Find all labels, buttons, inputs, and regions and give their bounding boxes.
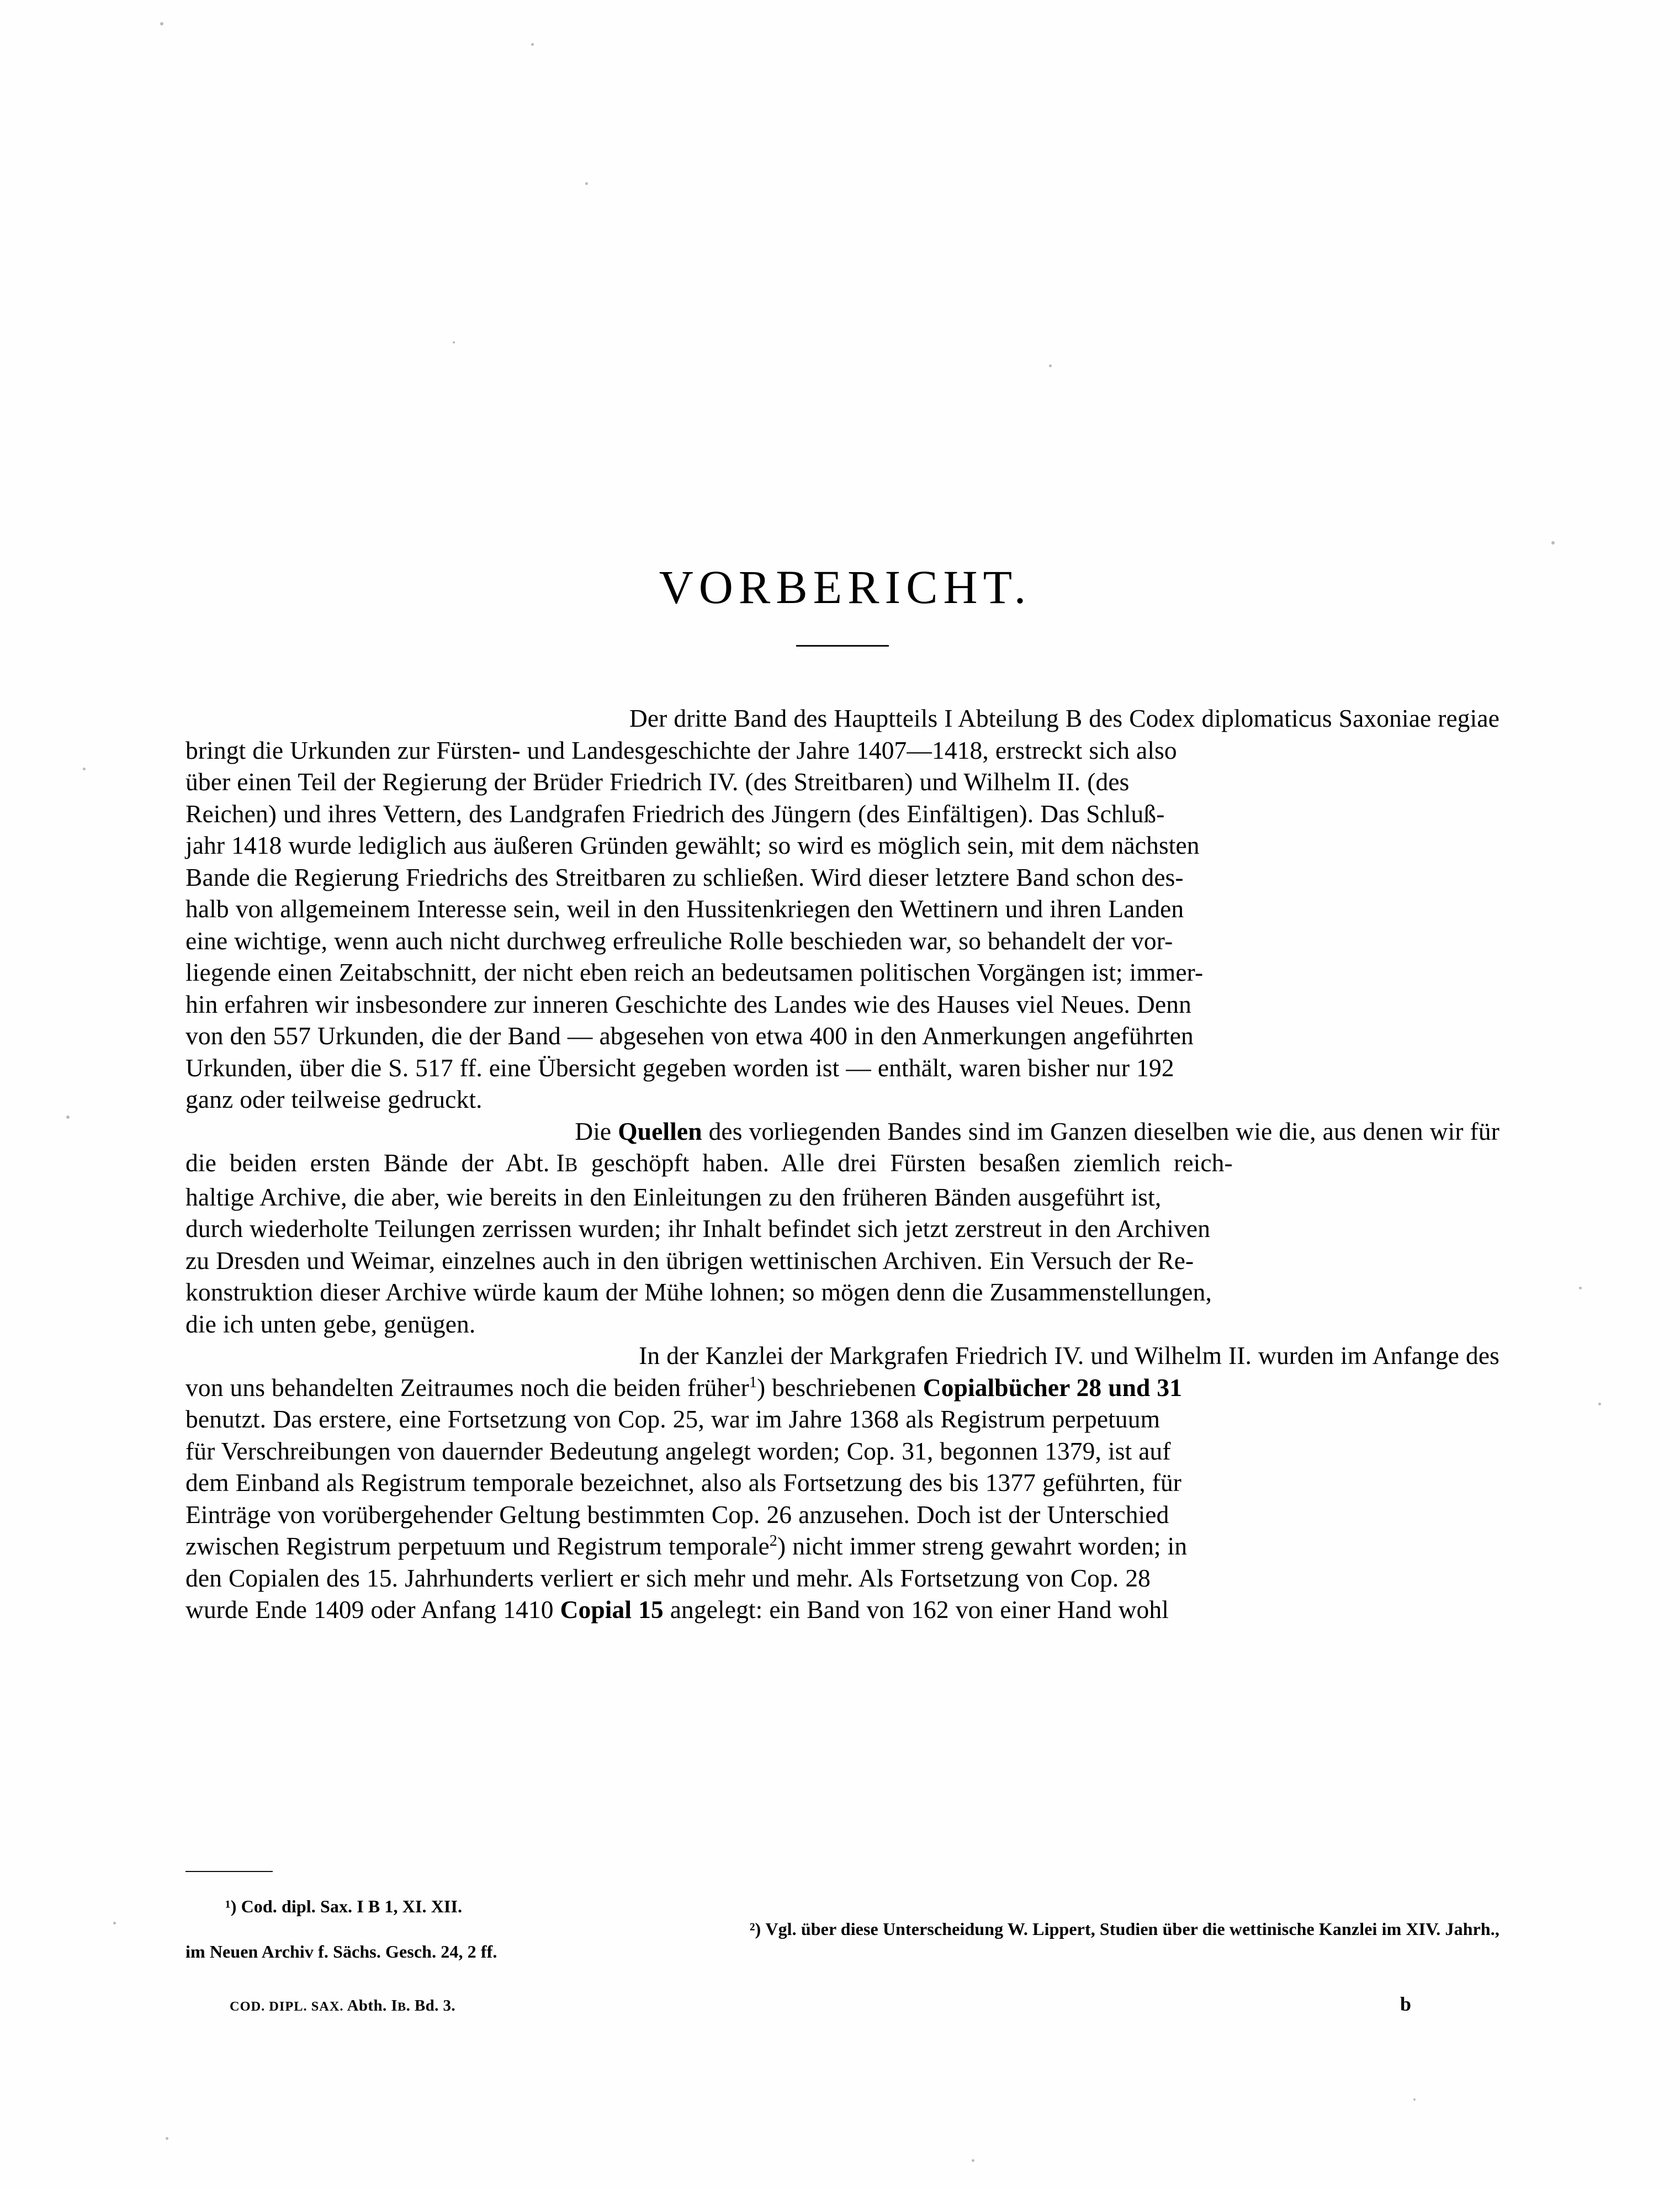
text-line: bringt die Urkunden zur Fürsten- und Landesgeschichte der Jahre 1407—1418, erstreckt sich also <box>186 736 1177 764</box>
running-head: COD. DIPL. SAX. Abth. IB. Bd. 3. <box>230 1997 456 2014</box>
paragraph-2 <box>186 1115 1499 1340</box>
text-line: konstruktion dieser Archive würde kaum der Mühe lohnen; so mögen denn die Zusammenstellungen, <box>186 1278 1212 1306</box>
text-line: hin erfahren wir insbesondere zur inneren Geschichte des Landes wie des Hauses viel Neues. Denn <box>186 990 1191 1018</box>
page-title: VORBERICHT. <box>659 561 1032 614</box>
footnote-section <box>186 1871 1499 1963</box>
text-line: halb von allgemeinem Interesse sein, weil in den Hussitenkriegen den Wettinern und ihren Landen <box>186 895 1184 923</box>
text-line: eine wichtige, wenn auch nicht durchweg erfreuliche Rolle beschieden war, so behandelt der vor- <box>186 926 1173 955</box>
document-body <box>186 563 1499 1626</box>
text-line: die ich unten gebe, genügen. <box>186 1309 476 1338</box>
text-line: über einen Teil der Regierung der Brüder Friedrich IV. (des Streitbaren) und Wilhelm II. (des <box>186 768 1130 796</box>
text-line: benutzt. Das erstere, eine Fortsetzung von Cop. 25, war im Jahre 1368 als Registrum perpetuum <box>186 1405 1160 1433</box>
bold-term-copialbuecher: Copialbücher 28 und 31 <box>923 1373 1183 1402</box>
text-line: Die Quellen des vorliegenden Bandes sind im Ganzen dieselben wie die, aus denen wir für <box>575 1117 1499 1145</box>
paragraph-3 <box>186 1340 1499 1626</box>
text-line: Einträge von vorübergehender Geltung bestimmten Cop. 26 anzusehen. Doch ist der Unterschied <box>186 1500 1169 1529</box>
footnote-1 <box>186 1895 1499 1918</box>
footnote-2-marker: ²) <box>749 1919 761 1939</box>
footnote-2-line-2: im Neuen Archiv f. Sächs. Gesch. 24, 2 ff. <box>186 1942 497 1961</box>
text-line: Bande die Regierung Friedrichs des Streitbaren zu schließen. Wird dieser letztere Band schon des- <box>186 863 1184 891</box>
footnote-divider <box>186 1871 273 1872</box>
page-footer <box>186 1992 1499 2016</box>
text-line: zwischen Registrum perpetuum und Registrum temporale$^2$) nicht immer streng gewahrt worden; in <box>186 1532 1188 1560</box>
signature-mark: b <box>1400 1993 1411 2015</box>
text-line: In der Kanzlei der Markgrafen Friedrich IV. und Wilhelm II. wurden im Anfange des <box>639 1341 1499 1370</box>
footnote-1-text: Cod. dipl. Sax. I B 1, XI. XII. <box>241 1896 463 1916</box>
footnote-2 <box>186 1918 1499 1963</box>
text-line: dem Einband als Registrum temporale bezeichnet, also als Fortsetzung des bis 1377 geführten, für <box>186 1468 1182 1497</box>
text-line: wurde Ende 1409 oder Anfang 1410 Copial 15 angelegt: ein Band von 162 von einer Hand wohl <box>186 1595 1169 1624</box>
footnote-ref-1[interactable]: 1 <box>749 1373 757 1391</box>
text-line: von den 557 Urkunden, die der Band — abgesehen von etwa 400 in den Anmerkungen angeführten <box>186 1022 1194 1050</box>
text-line: Der dritte Band des Hauptteils I Abteilung B des Codex diplomaticus Saxoniae regiae <box>629 704 1499 732</box>
bold-term-copial-15: Copial 15 <box>560 1595 664 1624</box>
bold-term-quellen: Quellen <box>618 1117 702 1145</box>
footnote-1-marker: ¹) <box>225 1896 237 1916</box>
text-line: jahr 1418 wurde lediglich aus äußeren Gründen gewählt; so wird es möglich sein, mit dem nächsten <box>186 831 1200 859</box>
footnote-2-line-1: Vgl. über diese Unterscheidung W. Lippert, Studien über die wettinische Kanzlei im XIV. Jahrh., <box>765 1919 1499 1939</box>
text-line: die beiden ersten Bände der Abt. IB geschöpft haben. Alle drei Fürsten besaßen ziemlich reich- <box>186 1149 1233 1177</box>
footnote-ref-2[interactable]: 2 <box>769 1532 777 1550</box>
text-line: liegende einen Zeitabschnitt, der nicht eben reich an bedeutsamen politischen Vorgängen ist; immer- <box>186 958 1204 986</box>
text-line: Reichen) und ihres Vettern, des Landgrafen Friedrich des Jüngern (des Einfältigen). Das Schluß- <box>186 799 1165 828</box>
text-line: haltige Archive, die aber, wie bereits in den Einleitungen zu den früheren Bänden ausgeführt ist, <box>186 1182 1162 1211</box>
text-line: von uns behandelten Zeitraumes noch die beiden früher$^1$) beschriebenen Copialbücher 28 und 31 <box>186 1373 1183 1402</box>
text-line: für Verschreibungen von dauernder Bedeutung angelegt worden; Cop. 31, begonnen 1379, ist auf <box>186 1436 1171 1465</box>
footnote-line <box>186 1918 1499 1941</box>
text-line: ganz oder teilweise gedruckt. <box>186 1085 483 1113</box>
text-line: den Copialen des 15. Jahrhunderts verliert er sich mehr und mehr. Als Fortsetzung von Cop. 28 <box>186 1563 1151 1592</box>
text-line: zu Dresden und Weimar, einzelnes auch in den übrigen wettinischen Archiven. Ein Versuch der Re- <box>186 1246 1194 1275</box>
text-line: durch wiederholte Teilungen zerrissen wurden; ihr Inhalt befindet sich jetzt zerstreut in den Archiven <box>186 1214 1211 1242</box>
paragraph-1 <box>186 702 1499 1115</box>
title-divider <box>186 639 1499 649</box>
text-line: Urkunden, über die S. 517 ff. eine Übersicht gegeben worden ist — enthält, waren bisher nur 192 <box>186 1053 1174 1082</box>
